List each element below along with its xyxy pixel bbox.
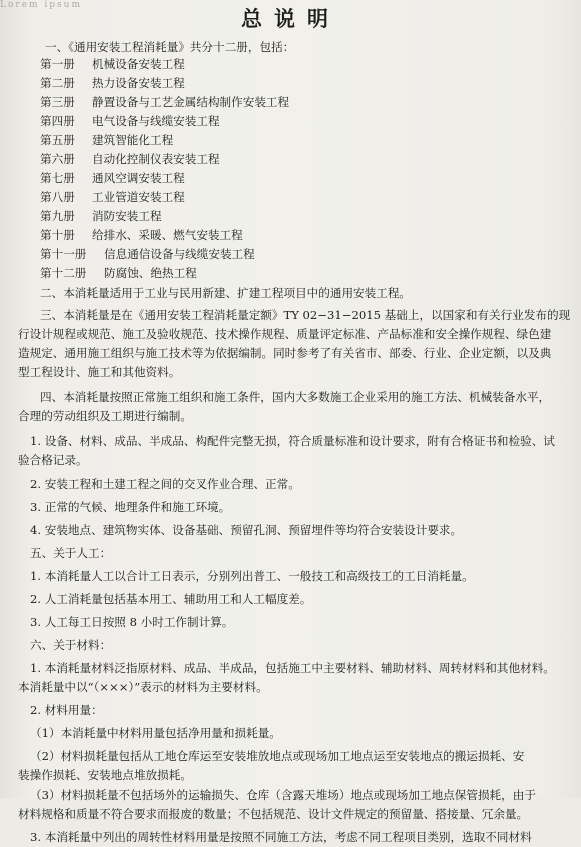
paragraph: 二、本消耗量适用于工业与民用新建、扩建工程项目中的通用安装工程。 xyxy=(40,286,412,300)
paragraph: 3. 本消耗量中列出的周转性材料用量是按照不同施工方法，考虑不同工程项目类别，选取不同材料 xyxy=(30,830,532,844)
paragraph-line: 造规定、通用施工组织与施工技术等为依据编制。同时参考了有关省市、部委、行业、企业定额，以及典 xyxy=(18,346,552,360)
paragraph-line: 型工程设计、施工和其他资料。 xyxy=(18,365,181,379)
paragraph-line: 三、本消耗量是在《通用安装工程消耗量定额》TY 02−31−2015 基础上，以国家和有关行业发布的现 xyxy=(40,308,571,322)
volume-item xyxy=(40,112,220,131)
paragraph-line: （3）材料损耗量不包括场外的运输损失、仓库（含露天堆场）地点或现场加工地点保管损耗，由于 xyxy=(30,788,536,802)
paragraph: 1. 本消耗量人工以合计工日表示，分别列出普工、一般技工和高级技工的工日消耗量。 xyxy=(30,569,474,583)
volume-name: 自动化控制仪表安装工程 xyxy=(92,152,220,166)
volume-name: 给排水、采暖、燃气安装工程 xyxy=(92,228,243,242)
paragraph: 2. 安装工程和土建工程之间的交叉作业合理、正常。 xyxy=(30,477,300,491)
volume-number: 第十一册 xyxy=(40,247,87,261)
volume-name: 电气设备与线缆安装工程 xyxy=(92,114,220,128)
volume-item xyxy=(40,55,185,74)
volume-number: 第八册 xyxy=(40,190,75,204)
paragraph-line: 本消耗量中以“（×××）”表示的材料为主要材料。 xyxy=(18,680,268,694)
document-body xyxy=(0,38,581,844)
volume-item xyxy=(40,245,255,264)
volume-number: 第六册 xyxy=(40,152,75,166)
paragraph-line: 装操作损耗、安装地点堆放损耗。 xyxy=(18,768,192,782)
paragraph-line: 1. 本消耗量材料泛指原材料、成品、半成品，包括施工中主要材料、辅助材料、周转材料和其他材料。 xyxy=(30,661,555,675)
volume-number: 第七册 xyxy=(40,171,75,185)
volume-number: 第九册 xyxy=(40,209,75,223)
volume-name: 机械设备安装工程 xyxy=(92,57,185,71)
volume-name: 建筑智能化工程 xyxy=(92,133,174,147)
paragraph: 2. 材料用量： xyxy=(30,703,103,717)
paragraph-line: 验合格记录。 xyxy=(18,453,88,467)
volume-number: 第三册 xyxy=(40,95,75,109)
bleed-through-text: Lorem ipsum xyxy=(0,0,83,10)
volume-item xyxy=(40,169,185,188)
volume-number: 第四册 xyxy=(40,114,75,128)
volume-name: 通风空调安装工程 xyxy=(92,171,185,185)
paragraph-line: 材料规格和质量不符合要求而报废的数量；不包括规范、设计文件规定的预留量、搭接量、冗余量。 xyxy=(18,807,529,821)
volume-name: 信息通信设备与线缆安装工程 xyxy=(104,247,255,261)
volume-item xyxy=(40,150,220,169)
volume-name: 防腐蚀、绝热工程 xyxy=(104,266,197,280)
volume-item xyxy=(40,207,162,226)
volume-name: 工业管道安装工程 xyxy=(92,190,185,204)
volume-number: 第五册 xyxy=(40,133,75,147)
volume-item xyxy=(40,131,173,150)
paragraph: （1）本消耗量中材料用量包括净用量和损耗量。 xyxy=(30,726,281,740)
section-heading: 五、关于人工： xyxy=(30,546,112,560)
volume-item xyxy=(40,264,197,283)
section-heading: 六、关于材料： xyxy=(30,638,112,652)
volume-name: 静置设备与工艺金属结构制作安装工程 xyxy=(92,95,290,109)
paragraph-line: 四、本消耗量按照正常施工组织和施工条件，国内大多数施工企业采用的施工方法、机械装备水平， xyxy=(40,390,551,404)
paragraph-line: 合理的劳动组织及工期进行编制。 xyxy=(18,409,192,423)
volume-number: 第十二册 xyxy=(40,266,87,280)
volume-item xyxy=(40,74,185,93)
page-title: 总说明 xyxy=(241,7,340,31)
volume-item xyxy=(40,93,289,112)
paragraph: 2. 人工消耗量包括基本用工、辅助用工和人工幅度差。 xyxy=(30,592,312,606)
volume-number: 第十册 xyxy=(40,228,75,242)
volume-name: 消防安装工程 xyxy=(92,209,162,223)
volume-number: 第二册 xyxy=(40,76,75,90)
volume-number: 第一册 xyxy=(40,57,75,71)
paragraph: 3. 人工每工日按照 8 小时工作制计算。 xyxy=(30,615,234,629)
intro-paragraph: 一、《通用安装工程消耗量》共分十二册，包括： xyxy=(45,40,295,54)
volume-item xyxy=(40,188,185,207)
paragraph-line: 行设计规程或规范、施工及验收规范、技术操作规程、质量评定标准、产品标准和安全操作规程、绿色建 xyxy=(18,327,552,341)
paragraph-line: 1. 设备、材料、成品、半成品、构配件完整无损，符合质量标准和设计要求，附有合格证书和检验、试 xyxy=(30,434,555,448)
paragraph: 3. 正常的气候、地理条件和施工环境。 xyxy=(30,500,231,514)
volume-item xyxy=(40,226,243,245)
volume-name: 热力设备安装工程 xyxy=(92,76,185,90)
paragraph-line: （2）材料损耗量包括从工地仓库运至安装堆放地点或现场加工地点运至安装地点的搬运损耗、安 xyxy=(30,749,525,763)
paragraph: 4. 安装地点、建筑物实体、设备基础、预留孔洞、预留埋件等均符合安装设计要求。 xyxy=(30,523,463,537)
